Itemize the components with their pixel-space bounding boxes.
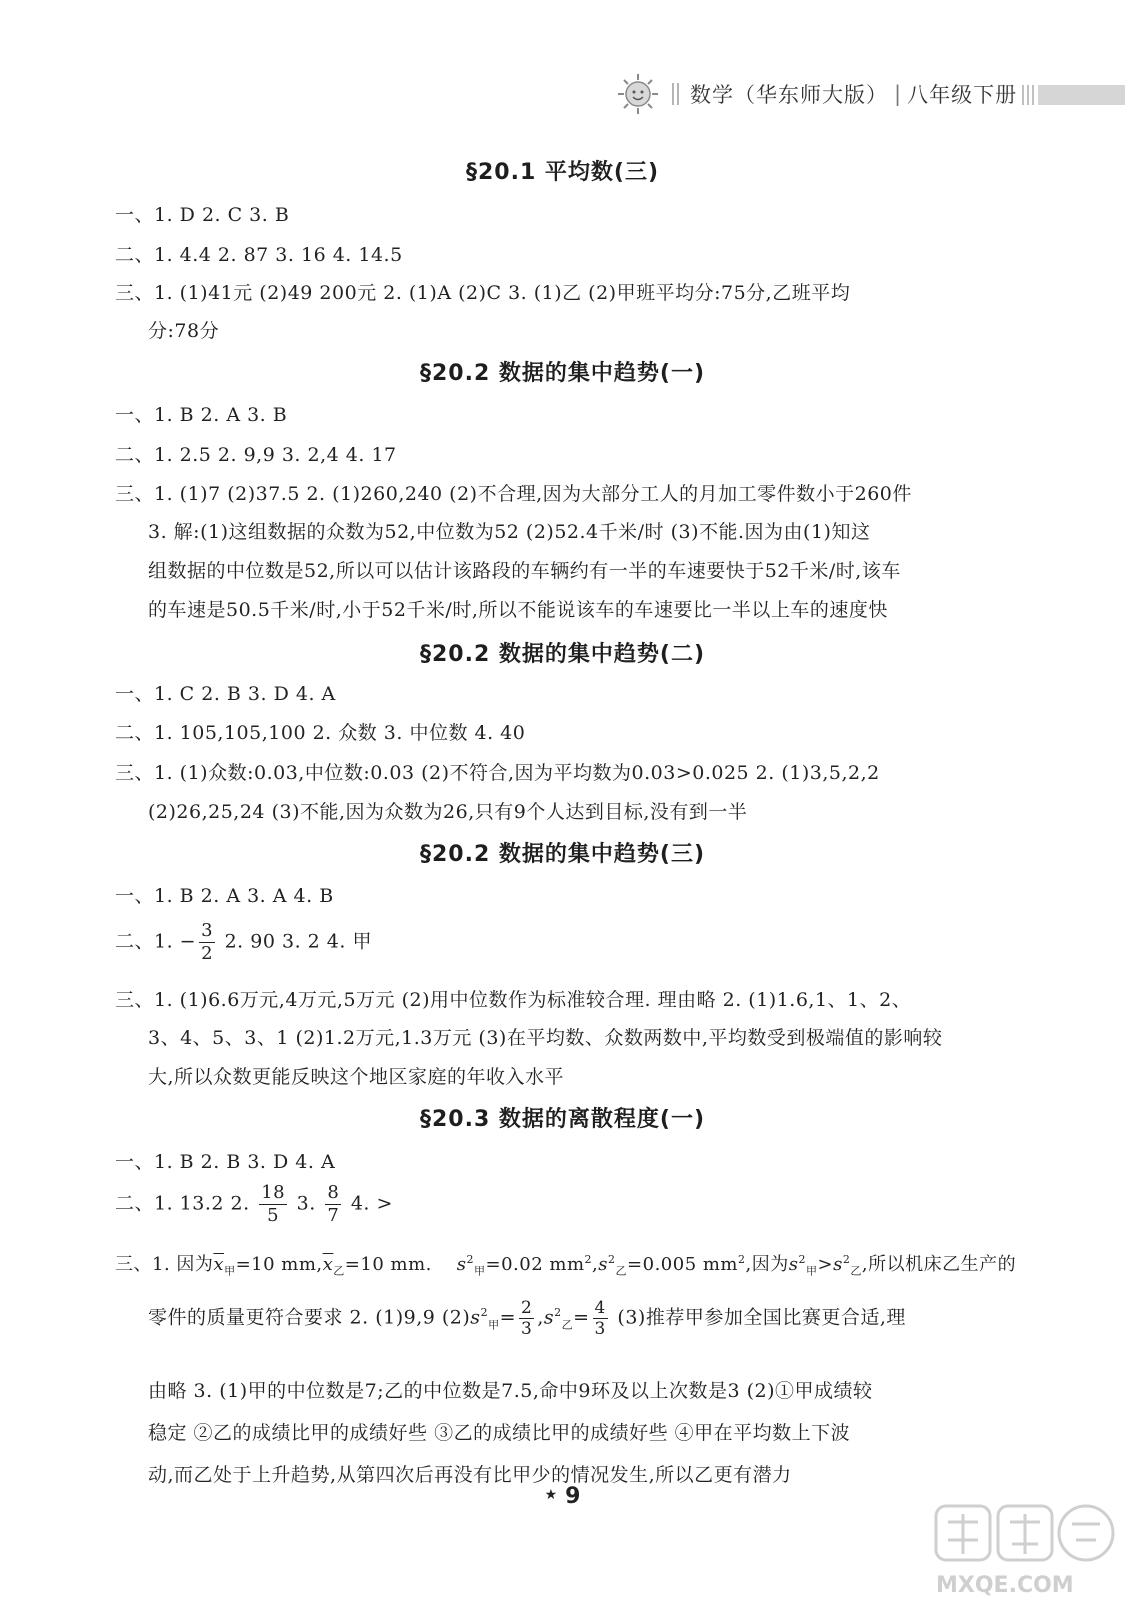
fraction-denominator: 3	[594, 1319, 606, 1339]
answer-text: ,因为	[745, 1254, 789, 1275]
answer-line: 一、1. D 2. C 3. B	[115, 204, 290, 226]
answer-line: 二、1. 2.5 2. 9,9 3. 2,4 4. 17	[115, 444, 397, 466]
answer-text: =10 mm,	[235, 1254, 323, 1275]
comma: ,	[537, 1306, 544, 1329]
answer-line: 由略 3. (1)甲的中位数是7;乙的中位数是7.5,命中9环及以上次数是3 (2)①甲成绩较	[148, 1380, 873, 1402]
eq-symbol: =	[573, 1306, 590, 1329]
fraction-numerator: 4	[594, 1298, 606, 1318]
s-symbol: s	[598, 1254, 609, 1275]
page-number: 9	[565, 1484, 581, 1509]
fraction-numerator: 3	[201, 920, 214, 941]
subscript: 乙	[615, 1264, 628, 1278]
superscript: 2	[466, 1253, 475, 1266]
subscript: 乙	[333, 1264, 345, 1278]
header-bars-left	[672, 83, 684, 105]
section-title: §20.2 数据的集中趋势(一)	[419, 361, 706, 386]
header-subject: 数学（华东师大版）	[690, 83, 888, 107]
header-grade: 八年级下册	[907, 83, 1018, 107]
section-title: §20.2 数据的集中趋势(三)	[419, 842, 706, 867]
answer-line: 二、1. 4.4 2. 87 3. 16 4. 14.5	[115, 244, 403, 266]
answer-line: 动,而乙处于上升趋势,从第四次后再没有比甲少的情况发生,所以乙更有潜力	[148, 1464, 792, 1486]
answer-line: 分:78分	[148, 320, 220, 342]
sun-logo-icon	[616, 72, 660, 116]
fraction-numerator: 8	[327, 1182, 340, 1203]
gt-symbol: >	[817, 1254, 834, 1275]
watermark-text: MXQE.COM	[936, 1573, 1074, 1598]
answer-line: 的车速是50.5千米/时,小于52千米/时,所以不能说该车的车速要比一半以上车的速度快	[148, 599, 888, 621]
section-title: §20.3 数据的离散程度(一)	[419, 1107, 706, 1132]
subscript: 甲	[474, 1264, 486, 1278]
superscript: 2	[738, 1253, 746, 1266]
fraction-numerator: 18	[261, 1182, 286, 1203]
answer-line: 一、1. B 2. B 3. D 4. A	[115, 1151, 336, 1173]
s-symbol: s	[833, 1254, 843, 1275]
header-bars-right	[1022, 85, 1036, 105]
subscript: 甲	[224, 1264, 236, 1278]
answer-line: 一、1. B 2. A 3. B	[115, 404, 288, 426]
answer-text: =0.005 mm	[627, 1254, 739, 1275]
superscript: 2	[842, 1253, 851, 1266]
fraction-numerator: 2	[520, 1298, 533, 1318]
subscript: 甲	[488, 1318, 500, 1332]
header-separator: |	[894, 82, 902, 106]
subscript: 乙	[561, 1318, 574, 1332]
page-header	[616, 72, 1017, 116]
answer-text: 二、1. −	[115, 930, 197, 953]
fraction-denominator: 7	[327, 1205, 340, 1226]
fraction	[259, 1182, 287, 1227]
subscript: 甲	[806, 1264, 818, 1278]
answer-line: (2)26,25,24 (3)不能,因为众数为26,只有9个人达到目标,没有到一半	[148, 801, 748, 823]
s-symbol: s	[543, 1306, 555, 1329]
answer-text: 三、1. 因为	[115, 1254, 214, 1275]
superscript: 2	[584, 1253, 593, 1266]
fraction-denominator: 2	[201, 943, 214, 964]
superscript: 2	[608, 1253, 616, 1266]
answer-line: 三、1. (1)6.6万元,4万元,5万元 (2)用中位数作为标准较合理. 理由略 2. (1)1.6,1、1、2、	[115, 989, 912, 1011]
superscript: 2	[480, 1306, 489, 1320]
answer-text: 二、1. 13.2 2.	[115, 1192, 250, 1215]
answer-text: ,所以机床乙生产的	[861, 1254, 1017, 1275]
answer-line: 组数据的中位数是52,所以可以估计该路段的车辆约有一半的车速要快于52千米/时,该车	[148, 560, 901, 582]
answer-text: =10 mm.	[344, 1254, 432, 1275]
answer-text: =0.02 mm	[485, 1254, 585, 1275]
fraction-denominator: 3	[520, 1319, 533, 1339]
header-gray-band	[1038, 85, 1125, 105]
s-symbol: s	[470, 1306, 481, 1329]
superscript: 2	[798, 1253, 806, 1266]
answer-text: 2. 90 3. 2 4. 甲	[224, 930, 372, 953]
s-symbol: s	[456, 1254, 467, 1275]
s-symbol: s	[788, 1254, 799, 1275]
answer-line: 一、1. C 2. B 3. D 4. A	[115, 683, 336, 705]
x-bar-symbol: $\overline{x}$	[322, 1254, 334, 1275]
fraction	[593, 1298, 608, 1339]
eq-symbol: =	[499, 1306, 516, 1329]
section-title: §20.2 数据的集中趋势(二)	[419, 642, 706, 667]
answer-line: 3. 解:(1)这组数据的众数为52,中位数为52 (2)52.4千米/时 (3)不能.因为由(1)知这	[148, 521, 871, 543]
answer-line: 三、1. (1)41元 (2)49 200元 2. (1)A (2)C 3. (1)乙 (2)甲班平均分:75分,乙班平均	[115, 282, 851, 304]
superscript: 2	[554, 1306, 562, 1320]
answer-line: 大,所以众数更能反映这个地区家庭的年收入水平	[148, 1066, 565, 1088]
answer-text: 3.	[296, 1192, 316, 1215]
fraction	[519, 1298, 534, 1339]
watermark-logo	[930, 1500, 1120, 1600]
answer-line: 三、1. (1)众数:0.03,中位数:0.03 (2)不符合,因为平均数为0.03>0.025 2. (1)3,5,2,2	[115, 762, 880, 784]
answer-line: 三、1. (1)7 (2)37.5 2. (1)260,240 (2)不合理,因为大部分工人的月加工零件数小于260件	[115, 483, 912, 505]
fraction	[199, 920, 215, 965]
answer-line: 一、1. B 2. A 3. A 4. B	[115, 885, 334, 907]
comma: ,	[592, 1254, 599, 1275]
x-bar-symbol: $\overline{x}$	[213, 1254, 225, 1275]
answer-line: 稳定 ②乙的成绩比甲的成绩好些 ③乙的成绩比甲的成绩好些 ④甲在平均数上下波	[148, 1422, 851, 1444]
fraction	[325, 1182, 341, 1227]
answer-line-formula	[115, 1250, 1016, 1279]
answer-line-fraction	[148, 1298, 906, 1339]
answer-line: 3、4、5、3、1 (2)1.2万元,1.3万元 (3)在平均数、众数两数中,平均数受到极端值的影响较	[148, 1027, 943, 1049]
answer-text: 零件的质量更符合要求 2. (1)9,9 (2)	[148, 1306, 471, 1329]
answer-line-fraction	[115, 1182, 393, 1227]
answer-line-fraction	[115, 920, 372, 965]
answer-line: 二、1. 105,105,100 2. 众数 3. 中位数 4. 40	[115, 722, 526, 744]
answer-text: (3)推荐甲参加全国比赛更合适,理	[617, 1306, 906, 1329]
subscript: 乙	[850, 1264, 862, 1278]
answer-text: 4. >	[350, 1192, 393, 1215]
section-title: §20.1 平均数(三)	[465, 160, 660, 185]
fraction-denominator: 5	[267, 1205, 280, 1226]
star-icon: ★	[544, 1487, 558, 1503]
